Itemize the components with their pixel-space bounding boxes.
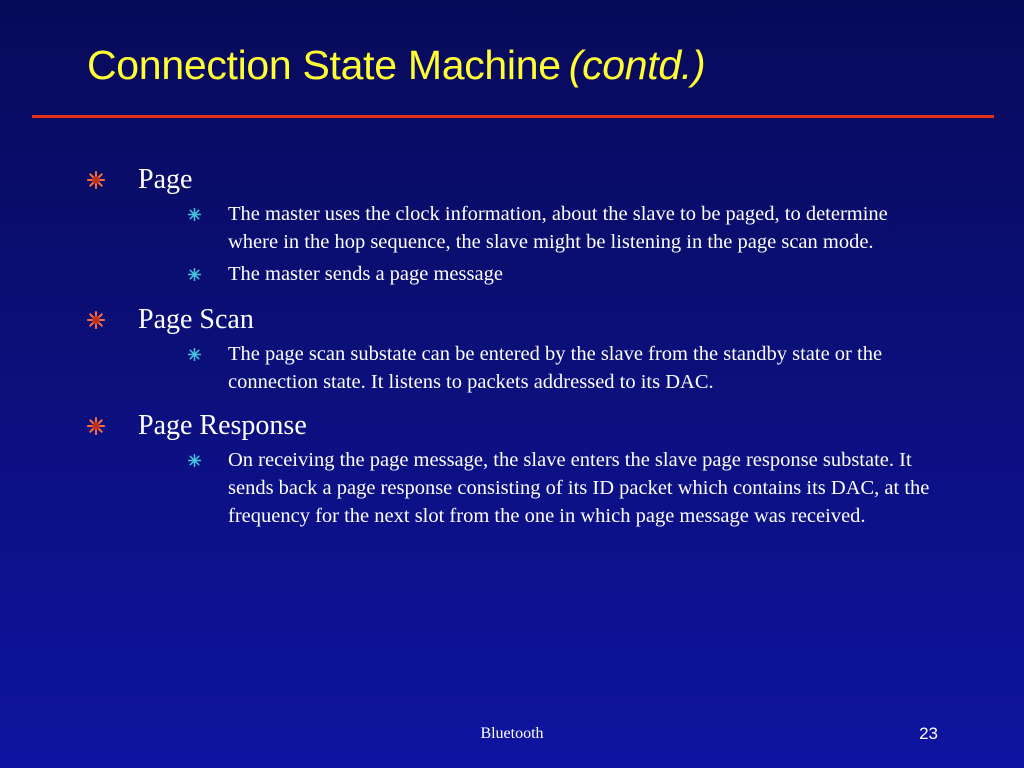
slide-title [87,42,705,89]
sub-bullet-text: The master sends a page message [228,263,503,285]
heading-text: Page Scan [138,304,254,335]
sub-bullet-text: On receiving the page message, the slave enters the slave page response substate. It sends back a page response consisting of its ID packet which contains its DAC, at the frequency for the next slot from the one in which page message was received. [228,449,930,527]
slide-number: 23 [919,724,938,743]
starburst-bullet-icon [87,171,105,189]
section-page-scan [0,300,1024,396]
bullet-heading [0,406,1024,446]
starburst-subbullet-icon [188,208,201,221]
starburst-bullet-icon [87,311,105,329]
footer-label: Bluetooth [480,725,544,742]
starburst-bullet-icon [87,417,105,435]
starburst-subbullet-icon [188,268,201,281]
heading-text: Page Response [138,410,307,441]
bullet-heading [0,300,1024,340]
sub-bullet [0,260,938,288]
starburst-subbullet-icon [188,454,201,467]
title-main: Connection State Machine [87,42,561,88]
starburst-subbullet-icon [188,348,201,361]
sub-bullet-text: The page scan substate can be entered by the slave from the standby state or the connection state. It listens to packets addressed to its DAC. [228,343,883,393]
sub-bullet [0,446,938,530]
sub-bullet [0,340,938,396]
bullet-heading [0,160,1024,200]
section-page-response [0,406,1024,530]
section-page [0,160,1024,288]
slide-body [0,160,1024,534]
sub-bullet [0,200,938,256]
title-divider [32,115,994,118]
title-suffix: (contd.) [568,42,706,88]
heading-text: Page [138,164,193,195]
sub-bullet-text: The master uses the clock information, about the slave to be paged, to determine where in the hop sequence, the slave might be listening in the page scan mode. [228,203,888,253]
